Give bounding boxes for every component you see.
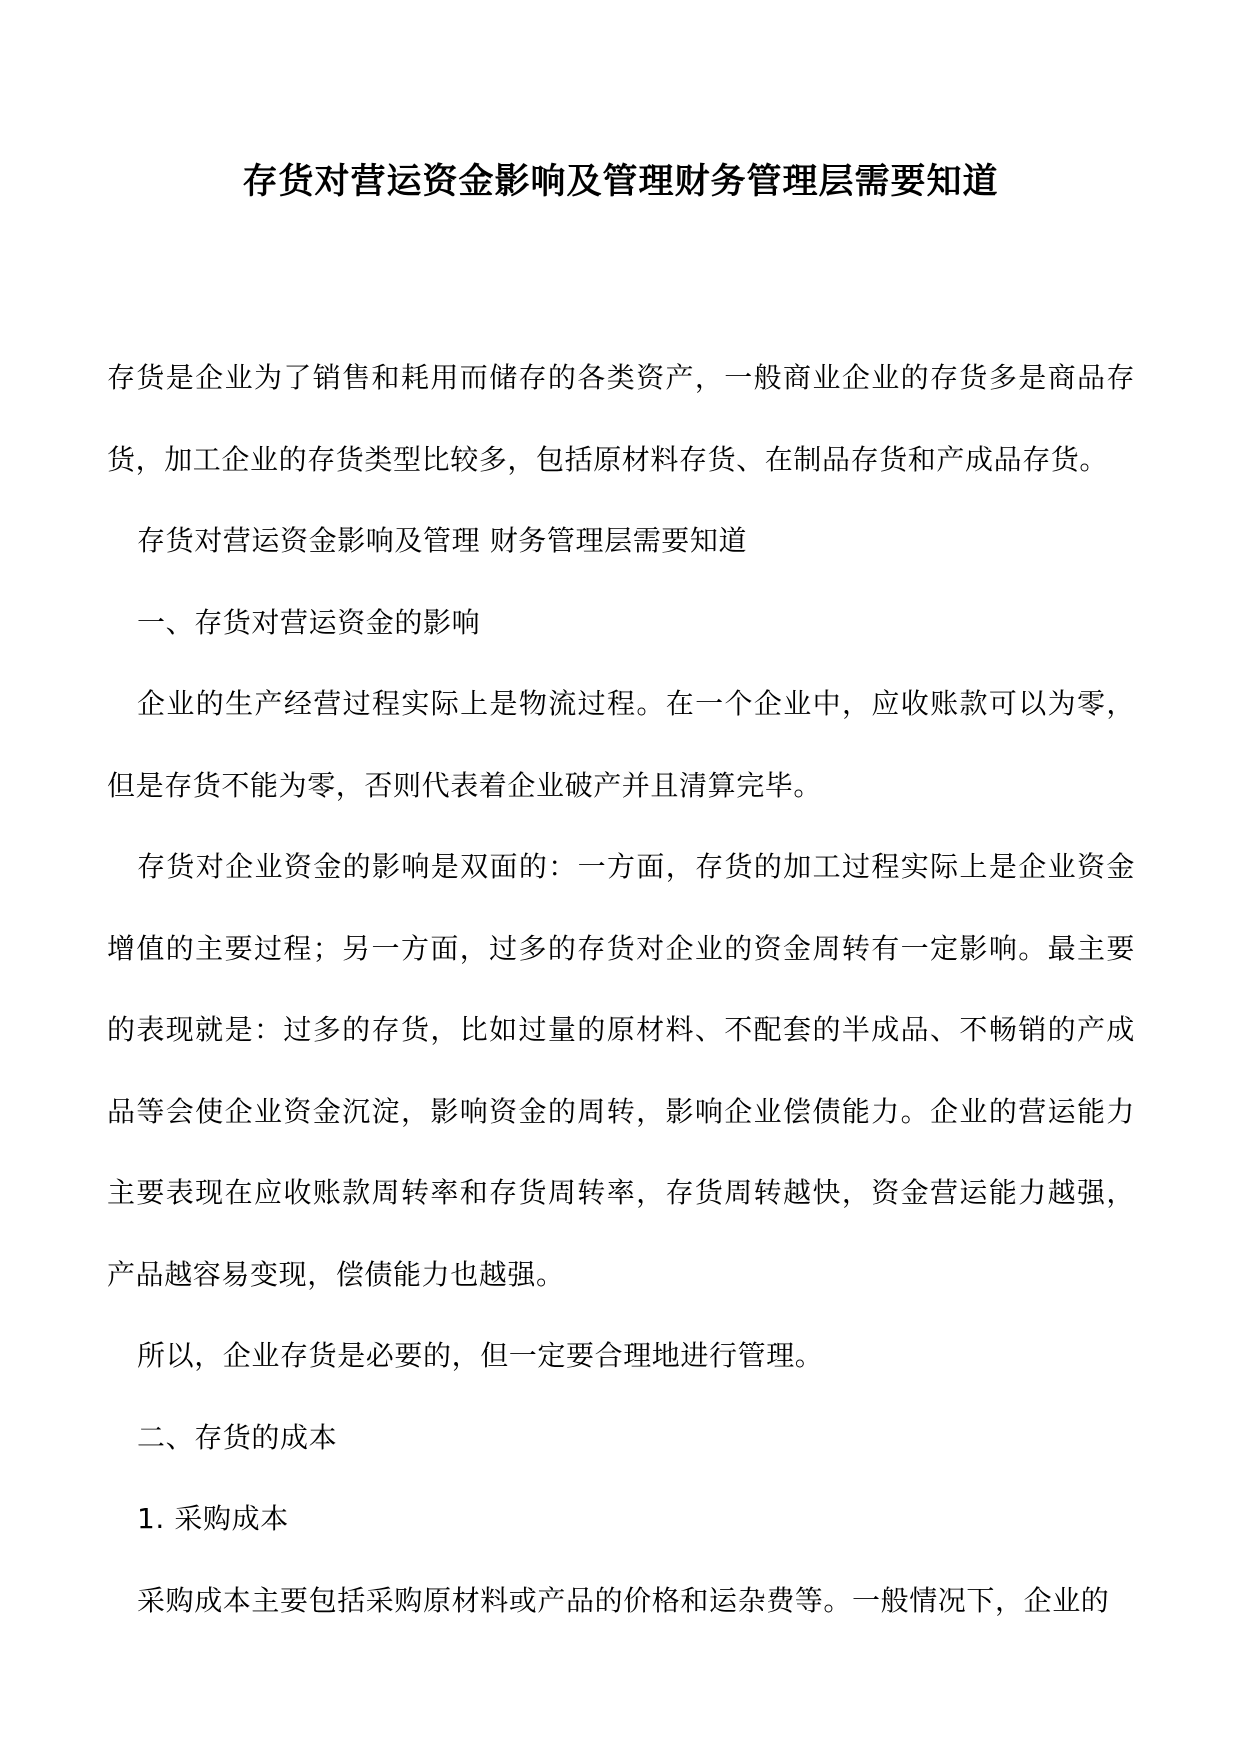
document-title: 存货对营运资金影响及管理财务管理层需要知道 bbox=[242, 161, 999, 202]
section-heading-1: 一、存货对营运资金的影响 bbox=[137, 605, 481, 639]
document-body bbox=[107, 337, 1135, 1641]
paragraph-impact: 存货对企业资金的影响是双面的：一方面，存货的加工过程实际上是企业资金增值的主要过程；另一方面，过多的存货对企业的资金周转有一定影响。最主要的表现就是：过多的存货，比如过量的原材料、不配套的半成品、不畅销的产成品等会使企业资金沉淀，影响资金的周转，影响企业偿债能力。企业的营运能力主要表现在应收账款周转率和存货周转率，存货周转越快，资金营运能力越强，产品越容易变现，偿债能力也越强。 bbox=[107, 850, 1135, 1291]
subsection-heading-purchase-cost: 1. 采购成本 bbox=[137, 1502, 289, 1535]
paragraph-subtitle: 存货对营运资金影响及管理 财务管理层需要知道 bbox=[137, 524, 748, 557]
paragraph-conclusion: 所以，企业存货是必要的，但一定要合理地进行管理。 bbox=[137, 1339, 824, 1372]
section-heading-2: 二、存货的成本 bbox=[137, 1420, 338, 1454]
paragraph-intro: 存货是企业为了销售和耗用而储存的各类资产，一般商业企业的存货多是商品存货，加工企业的存货类型比较多，包括原材料存货、在制品存货和产成品存货。 bbox=[107, 361, 1135, 476]
paragraph-process: 企业的生产经营过程实际上是物流过程。在一个企业中，应收账款可以为零，但是存货不能为零，否则代表着企业破产并且清算完毕。 bbox=[107, 687, 1135, 802]
paragraph-purchase-cost: 采购成本主要包括采购原材料或产品的价格和运杂费等。一般情况下，企业的 bbox=[137, 1583, 1110, 1617]
